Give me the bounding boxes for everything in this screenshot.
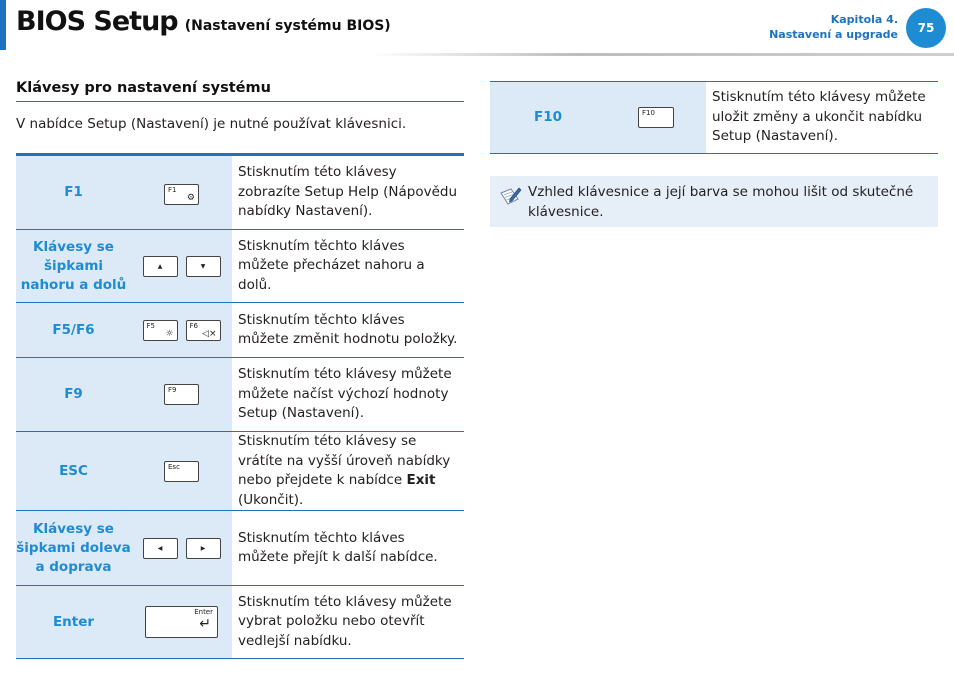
help-icon: ⚙ bbox=[186, 193, 195, 203]
key-image bbox=[131, 230, 232, 303]
header-accent-bar bbox=[0, 0, 6, 50]
keys-table-continued bbox=[490, 81, 938, 154]
header-divider bbox=[370, 53, 954, 56]
section-intro: V nabídce Setup (Nastavení) je nutné používat klávesnici. bbox=[16, 116, 407, 132]
key-description: Stisknutím těchto kláves můžete přecházet nahoru a dolů. bbox=[232, 230, 464, 303]
keycap-f6: F6 ◁× bbox=[186, 320, 221, 341]
page-title bbox=[16, 6, 391, 37]
keycap-f5: F5 ☼ bbox=[143, 320, 178, 341]
section-title: Klávesy pro nastavení systému bbox=[16, 80, 271, 96]
key-name: Klávesy se šipkami doleva a doprava bbox=[16, 511, 131, 586]
key-description: Stisknutím těchto kláves můžete změnit hodnotu položky. bbox=[232, 303, 464, 358]
mute-icon: ◁× bbox=[202, 328, 217, 339]
keycap-right bbox=[186, 538, 221, 559]
key-image bbox=[131, 155, 232, 230]
key-name: ESC bbox=[16, 432, 131, 511]
chapter-title: Nastavení a upgrade bbox=[769, 28, 898, 41]
key-description: Stisknutím této klávesy se vrátíte na vyšší úroveň nabídky nebo přejdete k nabídce Exit (Ukončit). bbox=[232, 432, 464, 511]
keycap-f1: F1 ⚙ bbox=[164, 184, 199, 205]
key-name: Enter bbox=[16, 586, 131, 659]
triangle-down-icon: ▼ bbox=[200, 262, 206, 270]
exit-keyword: Exit bbox=[406, 472, 436, 488]
key-name: Klávesy se šipkami nahoru a dolů bbox=[16, 230, 131, 303]
table-row bbox=[16, 303, 464, 358]
key-description: Stisknutím těchto kláves můžete přejít k další nabídce. bbox=[232, 511, 464, 586]
brightness-icon: ☼ bbox=[165, 328, 174, 339]
note-text: Vzhled klávesnice a její barva se mohou lišit od skutečné klávesnice. bbox=[528, 184, 914, 220]
key-description: Stisknutím této klávesy zobrazíte Setup Help (Nápovědu nabídky Nastavení). bbox=[232, 155, 464, 230]
key-image bbox=[131, 432, 232, 511]
key-image bbox=[131, 511, 232, 586]
keys-table bbox=[16, 153, 464, 659]
keycap-f9: F9 bbox=[164, 384, 199, 405]
note-box bbox=[490, 176, 938, 227]
keycap-left bbox=[143, 538, 178, 559]
table-row bbox=[16, 586, 464, 659]
title-subtitle: (Nastavení systému BIOS) bbox=[184, 18, 391, 34]
keycap-up bbox=[143, 256, 178, 277]
key-image bbox=[131, 358, 232, 432]
key-image bbox=[606, 82, 706, 154]
keycap-esc: Esc bbox=[164, 461, 199, 482]
return-arrow-icon: ↵ bbox=[199, 616, 211, 632]
keycap-f10: F10 bbox=[638, 107, 674, 128]
key-name: F1 bbox=[16, 155, 131, 230]
key-name: F5/F6 bbox=[16, 303, 131, 358]
key-name: F10 bbox=[490, 82, 606, 154]
keycap-enter: Enter ↵ bbox=[145, 606, 218, 638]
key-image bbox=[131, 303, 232, 358]
triangle-left-icon: ◀ bbox=[157, 544, 163, 552]
triangle-right-icon: ▶ bbox=[200, 544, 206, 552]
section-divider bbox=[16, 101, 464, 102]
chapter-label bbox=[769, 12, 898, 42]
key-description: Stisknutím této klávesy můžete vybrat položku nebo otevřít vedlejší nabídku. bbox=[232, 586, 464, 659]
table-row bbox=[16, 432, 464, 511]
table-row bbox=[16, 358, 464, 432]
keycap-down bbox=[186, 256, 221, 277]
table-row bbox=[16, 155, 464, 230]
table-row bbox=[16, 230, 464, 303]
pencil-note-icon bbox=[498, 185, 522, 209]
chapter-number: Kapitola 4. bbox=[830, 13, 898, 26]
triangle-up-icon: ▲ bbox=[157, 262, 163, 270]
page-number-badge: 75 bbox=[906, 8, 946, 48]
key-name: F9 bbox=[16, 358, 131, 432]
key-image bbox=[131, 586, 232, 659]
key-description: Stisknutím této klávesy můžete můžete načíst výchozí hodnoty Setup (Nastavení). bbox=[232, 358, 464, 432]
table-row bbox=[490, 82, 938, 154]
key-description: Stisknutím této klávesy můžete uložit změny a ukončit nabídku Setup (Nastavení). bbox=[706, 82, 938, 154]
title-main: BIOS Setup bbox=[16, 6, 178, 37]
table-row bbox=[16, 511, 464, 586]
